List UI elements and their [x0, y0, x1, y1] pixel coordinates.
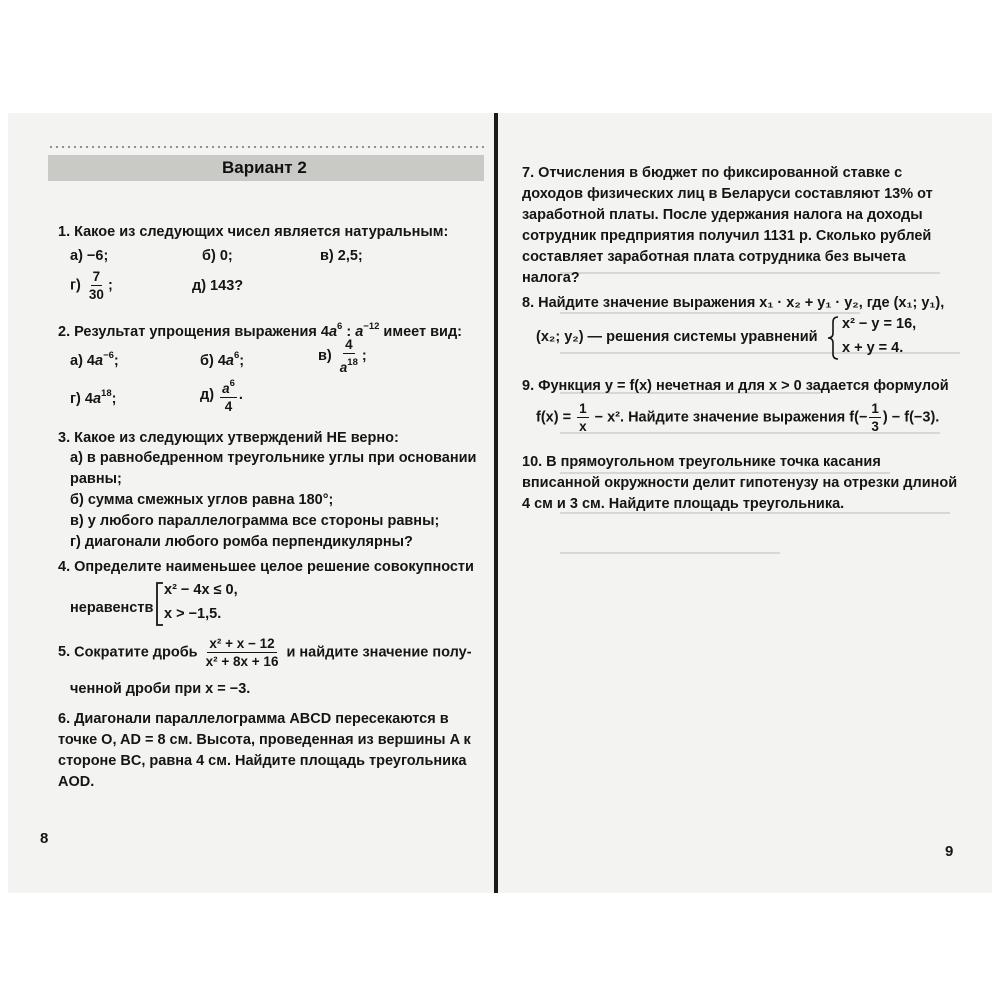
task-2-option-g — [70, 388, 116, 407]
option-prefix: г) 4 — [70, 391, 93, 407]
task-text: В прямоугольном треугольнике точка касания вписанной окружности делит гипотенузу на отрезки длиной 4 см и 3 см. Найдите площадь треугольника. — [522, 454, 958, 512]
exponent: 6 — [337, 321, 343, 332]
fraction — [204, 635, 281, 670]
option-prefix: б) 4 — [200, 353, 226, 369]
exponent: −6 — [103, 350, 114, 361]
fraction — [577, 400, 589, 435]
variable: a — [92, 391, 102, 407]
option-suffix: ; — [361, 347, 367, 364]
option-prefix: г) — [70, 277, 81, 294]
variable: a — [95, 353, 104, 369]
task-3-option-a: а) в равнобедренном треугольнике углы при основании равны; — [70, 450, 477, 487]
variable: a — [222, 381, 230, 396]
fraction-denominator: 30 — [88, 287, 104, 302]
fraction — [338, 336, 360, 376]
option-prefix: в) — [318, 347, 332, 364]
fraction — [87, 268, 106, 303]
task-number: 6. — [58, 711, 71, 727]
fraction-denominator: 3 — [871, 419, 879, 434]
option-prefix: д) — [200, 386, 215, 403]
option-suffix: ; — [107, 277, 113, 294]
task-number: 5. — [58, 644, 71, 661]
task-8-line-2: (x₂; y₂) — решения системы уравнений — [536, 329, 818, 345]
task-1 — [58, 222, 478, 243]
task-text: Какое из следующих утверждений НЕ верно: — [74, 430, 399, 446]
task-3-option-g: г) диагонали любого ромба перпендикулярны? — [70, 534, 413, 550]
task-4-label: неравенств — [70, 600, 154, 616]
task-text: Отчисления в бюджет по фиксированной ставке с доходов физических лиц в Беларуси составляют 13% от заработной платы. После удержания налога на доходы сотрудник предприятия получил 1131 р. Сколько рублей составляет заработная плата сотрудника без вычета налога? — [522, 165, 933, 286]
task-number: 3. — [58, 430, 71, 446]
option-suffix: ; — [111, 391, 117, 407]
task-8 — [522, 293, 982, 314]
operator: : — [342, 324, 356, 340]
variable: a — [225, 353, 234, 369]
task-1-option-d: д) 143? — [192, 278, 244, 294]
task-number: 7. — [522, 165, 535, 181]
task-5 — [58, 635, 488, 670]
equation-1: x² − y = 16, — [842, 316, 917, 332]
exponent: 18 — [101, 388, 112, 399]
task-2-option-b — [200, 350, 244, 369]
fraction — [869, 400, 881, 435]
fraction-denominator: 4 — [224, 399, 233, 414]
task-3-option-b: б) сумма смежных углов равна 180°; — [70, 492, 334, 508]
option-suffix: . — [238, 386, 243, 403]
task-number: 9. — [522, 378, 535, 394]
task-4 — [58, 557, 483, 578]
task-2-option-v — [318, 336, 367, 376]
fraction — [220, 375, 237, 415]
task-2 — [58, 316, 488, 343]
exponent: 6 — [233, 350, 240, 361]
task-number: 4. — [58, 559, 71, 575]
dotted-separator — [48, 146, 484, 148]
task-1-option-v: в) 2,5; — [320, 248, 363, 264]
variable: a — [355, 324, 364, 340]
fraction-numerator — [220, 375, 237, 398]
task-number: 2. — [58, 324, 71, 340]
formula-text: f(x) = — [536, 409, 572, 426]
formula-text: ) − f(−3). — [882, 409, 940, 426]
task-number: 8. — [522, 295, 535, 311]
page-number-right: 9 — [945, 843, 954, 860]
fraction-denominator — [338, 354, 360, 376]
option-prefix: а) 4 — [70, 353, 95, 369]
variant-title: Вариант 2 — [222, 158, 307, 177]
exponent: 6 — [229, 378, 235, 389]
fraction-numerator: 7 — [92, 269, 101, 284]
book-spine — [494, 113, 498, 893]
equation-2: x + y = 4. — [842, 340, 904, 356]
task-3 — [58, 428, 478, 449]
task-1-option-b: б) 0; — [202, 248, 233, 264]
task-text: Результат упрощения выражения 4 — [74, 324, 329, 340]
task-text: и найдите значение полу- — [286, 644, 472, 661]
task-number: 1. — [58, 224, 71, 240]
formula-text: − x². Найдите значение выражения f(− — [594, 409, 868, 426]
task-9-formula — [536, 400, 939, 435]
task-number: 10. — [522, 454, 543, 470]
fraction-denominator: x² + 8x + 16 — [205, 654, 279, 669]
task-1-option-g — [70, 268, 113, 303]
inequality-1: x² − 4x ≤ 0, — [164, 582, 238, 598]
task-text: Найдите значение выражения x₁ · x₂ + y₁ · y₂, где (x₁; y₁), — [538, 295, 945, 311]
page-number-left: 8 — [40, 830, 49, 847]
task-text: имеет вид: — [379, 324, 463, 340]
fraction-numerator: 1 — [579, 401, 587, 416]
task-text: Сократите дробь — [74, 644, 198, 661]
task-text: Какое из следующих чисел является натуральным: — [74, 224, 449, 240]
task-text: Диагонали параллелограмма ABCD пересекаются в точке O, AD = 8 см. Высота, проведенная из вершины A к стороне BC, равна 4 см. Найдите площадь треугольника AOD. — [58, 711, 471, 790]
inequality-2: x > −1,5. — [164, 606, 222, 622]
fraction-numerator: 4 — [345, 337, 353, 352]
task-7 — [522, 163, 962, 289]
fraction-numerator: 1 — [871, 401, 879, 416]
variable: a — [328, 324, 338, 340]
option-suffix: ; — [113, 353, 119, 369]
brace-icon — [826, 316, 840, 360]
exponent: −12 — [363, 321, 380, 332]
task-9 — [522, 376, 982, 397]
task-6 — [58, 709, 486, 793]
option-suffix: ; — [239, 353, 245, 369]
task-2-option-d — [200, 375, 243, 415]
task-10 — [522, 452, 962, 515]
fraction-numerator: x² + x − 12 — [209, 636, 275, 651]
variable: a — [339, 360, 348, 375]
fraction-denominator: x — [579, 419, 587, 434]
task-3-option-v: в) у любого параллелограмма все стороны равны; — [70, 513, 440, 529]
task-5-line-2: ченной дроби при x = −3. — [70, 681, 251, 697]
task-1-option-a: а) −6; — [70, 248, 109, 264]
task-text: Определите наименьшее целое решение совокупности — [74, 559, 474, 575]
task-text: Функция y = f(x) нечетная и для x > 0 задается формулой — [538, 378, 949, 394]
task-2-option-a — [70, 350, 119, 369]
exponent: 18 — [347, 357, 358, 368]
